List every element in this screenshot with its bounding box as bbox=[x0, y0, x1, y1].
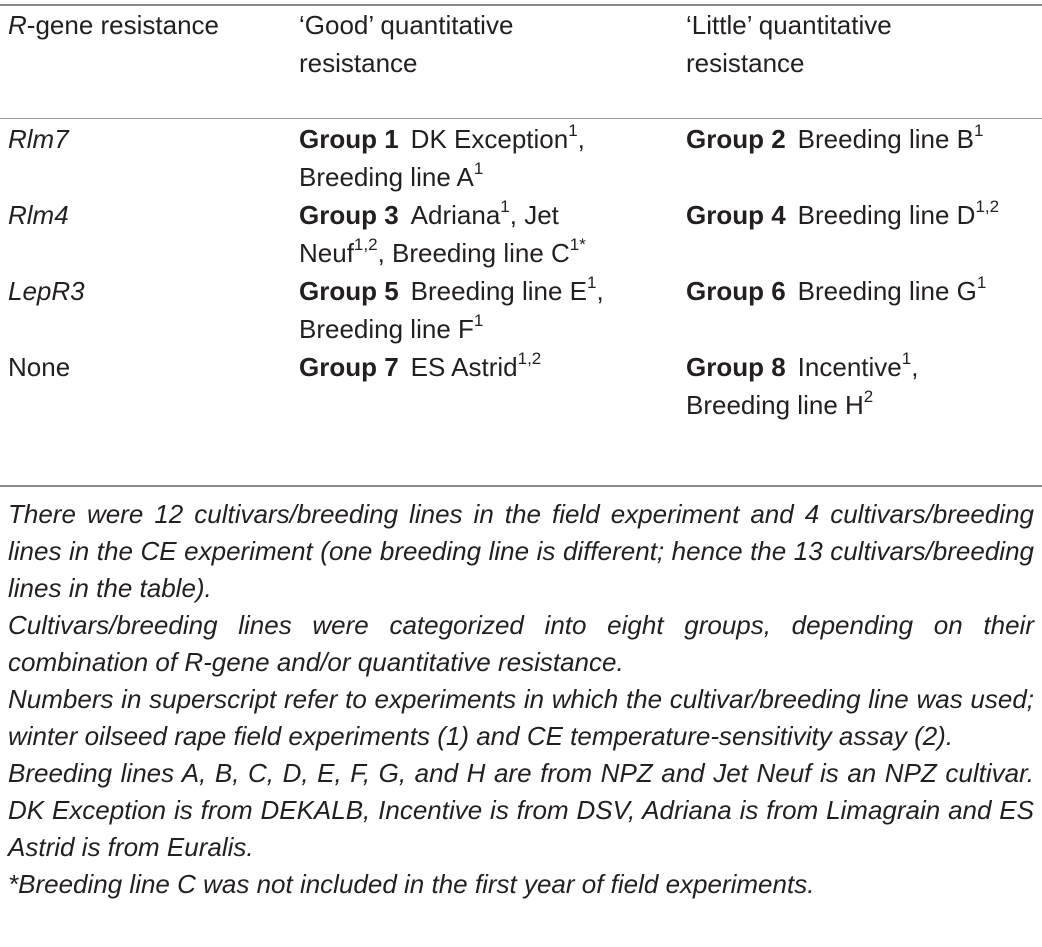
gene-cell: None bbox=[8, 352, 71, 382]
footnote: Numbers in superscript refer to experiments in which the cultivar/breeding line was used; winter oilseed rape field experiments (1) and CE temperature-sensitivity assay (2). bbox=[8, 684, 1034, 751]
footnote: Cultivars/breeding lines were categorized into eight groups, depending on their combination of R-gene and/or quantitative resistance. bbox=[8, 610, 1034, 677]
resistance-table bbox=[0, 6, 1042, 424]
table-footnotes bbox=[8, 496, 1034, 903]
header-r-gene: R-gene resistance bbox=[8, 10, 220, 40]
little-cell: Group 8 Incentive$^1$, Breeding line $H^2$ bbox=[686, 349, 919, 420]
good-cell: Group 1 DK Exception$^1$, Breeding line $A^1$ bbox=[299, 121, 585, 192]
table-row bbox=[0, 272, 1042, 348]
good-cell: Group 5 Breeding line $E^1$, Breeding line $F^1$ bbox=[299, 273, 604, 344]
footnote: There were 12 cultivars/breeding lines in the field experiment and 4 cultivars/breeding lines in the CE experiment (one breeding line is different; hence the 13 cultivars/breeding lines in the table). bbox=[8, 499, 1034, 603]
header-row bbox=[0, 6, 1042, 100]
gene-cell: Rlm7 bbox=[8, 124, 69, 154]
table-row bbox=[0, 348, 1042, 424]
table-row bbox=[0, 100, 1042, 196]
good-cell: Group 3 Adriana$^1$, Jet Neuf$^{1,2}$, Breeding line $C^{1*}$ bbox=[299, 197, 586, 268]
gene-cell: LepR3 bbox=[8, 276, 85, 306]
header-good: ‘Good’ quantitative resistance bbox=[299, 10, 514, 78]
bottom-rule bbox=[0, 485, 1042, 487]
header-little: ‘Little’ quantitative resistance bbox=[686, 10, 892, 78]
gene-cell: Rlm4 bbox=[8, 200, 69, 230]
little-cell: Group 6 Breeding line $G^1$ bbox=[686, 273, 987, 306]
little-cell: Group 2 Breeding line $B^1$ bbox=[686, 121, 984, 154]
little-cell: Group 4 Breeding line D$^{1,2}$ bbox=[686, 197, 1000, 230]
footnote: Breeding lines A, B, C, D, E, F, G, and H are from NPZ and Jet Neuf is an NPZ cultivar. DK Exception is from DEKALB, Incentive is from DSV, Adriana is from Limagrain and ES Astrid is from Euralis. bbox=[8, 758, 1034, 862]
table-row bbox=[0, 196, 1042, 272]
footnote: *Breeding line C was not included in the first year of field experiments. bbox=[8, 869, 815, 899]
good-cell: Group 7 ES Astrid$^{1,2}$ bbox=[299, 349, 542, 382]
